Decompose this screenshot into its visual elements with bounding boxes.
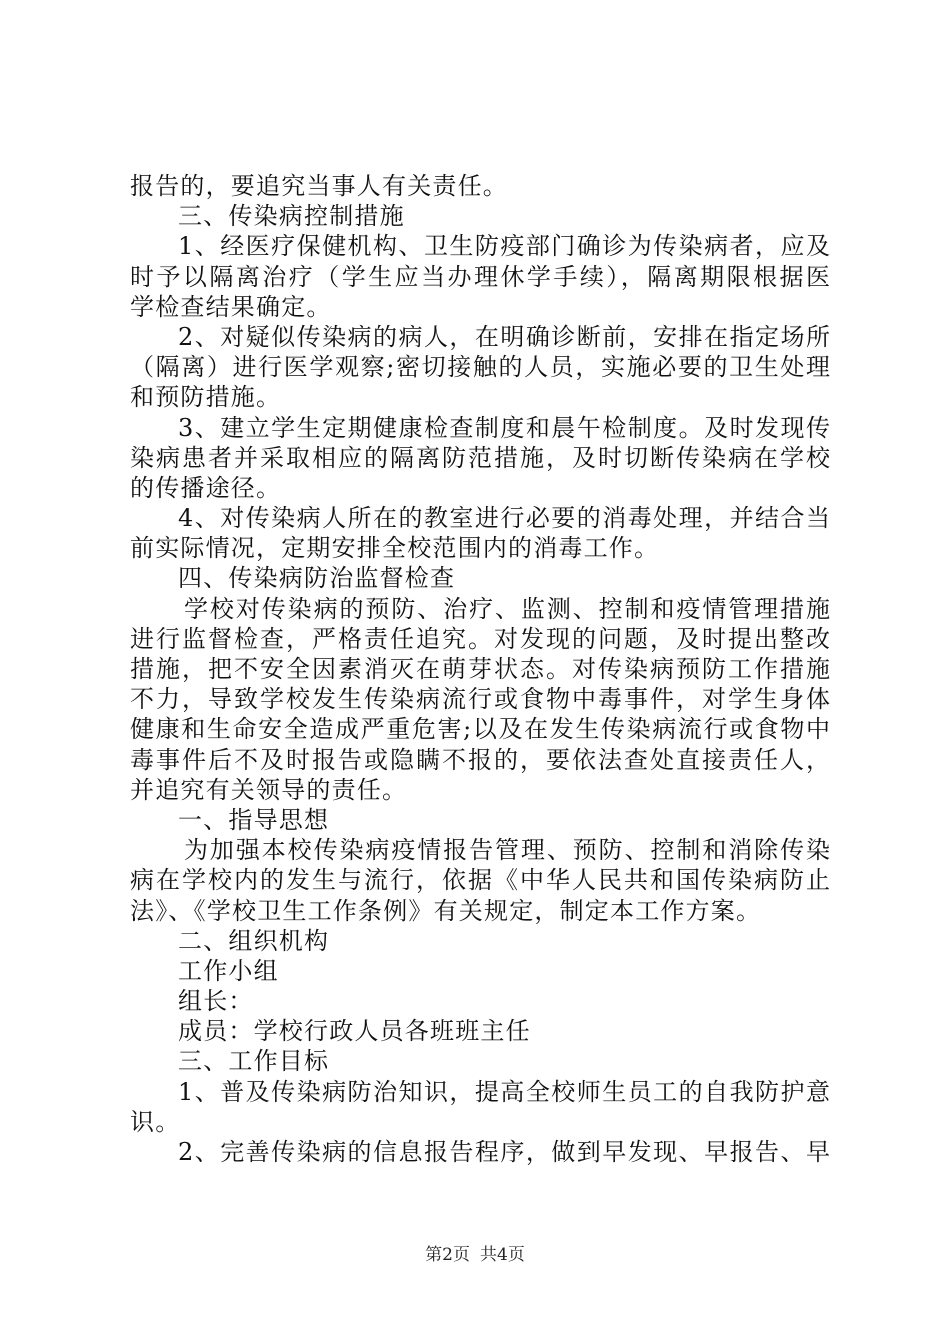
text-line: 病在学校内的发生与流行，依据《中华人民共和国传染病防止 xyxy=(130,866,830,895)
text-line: 识。 xyxy=(130,1107,181,1136)
page-number: 第2页 xyxy=(425,1245,470,1265)
text-line: 3、建立学生定期健康检查制度和晨午检制度。及时发现传 xyxy=(178,413,830,442)
text-line: 健康和生命安全造成严重危害;以及在发生传染病流行或食物中 xyxy=(130,715,830,744)
text-line: 组长： xyxy=(178,987,254,1016)
text-line: 2、完善传染病的信息报告程序，做到早发现、早报告、早 xyxy=(178,1138,830,1166)
text-line: 1、经医疗保健机构、卫生防疫部门确诊为传染病者，应及 xyxy=(178,232,830,261)
text-line: 为加强本校传染病疫情报告管理、预防、控制和消除传染 xyxy=(184,836,830,865)
text-line: 并追究有关领导的责任。 xyxy=(130,775,408,804)
text-line: 不力，导致学校发生传染病流行或食物中毒事件，对学生身体 xyxy=(130,685,830,714)
text-line: 时予以隔离治疗（学生应当办理休学手续），隔离期限根据医 xyxy=(130,262,830,291)
text-line: 报告的，要追究当事人有关责任。 xyxy=(130,172,508,200)
text-line: 成员：学校行政人员各班班主任 xyxy=(178,1017,531,1046)
page-footer xyxy=(0,1244,950,1266)
text-line: 1、普及传染病防治知识，提高全校师生员工的自我防护意 xyxy=(178,1077,830,1106)
section-heading: 三、工作目标 xyxy=(178,1047,330,1076)
section-heading: 二、组织机构 xyxy=(178,926,330,955)
text-line: 染病患者并采取相应的隔离防范措施，及时切断传染病在学校 xyxy=(130,443,830,472)
text-line: 工作小组 xyxy=(178,956,279,985)
text-line: 毒事件后不及时报告或隐瞒不报的，要依法查处直接责任人， xyxy=(130,745,830,774)
text-line: 措施，把不安全因素消灭在萌芽状态。对传染病预防工作措施 xyxy=(130,655,830,683)
section-heading: 四、传染病防治监督检查 xyxy=(178,564,456,593)
section-heading: 三、传染病控制措施 xyxy=(178,202,405,231)
text-line: 法》、《学校卫生工作条例》有关规定，制定本工作方案。 xyxy=(130,896,762,925)
text-line: （隔离）进行医学观察;密切接触的人员，实施必要的卫生处理 xyxy=(130,353,830,382)
section-heading: 一、指导思想 xyxy=(178,805,330,834)
text-line: 学检查结果确定。 xyxy=(130,292,332,321)
text-line: 学校对传染病的预防、治疗、监测、控制和疫情管理措施 xyxy=(184,594,830,623)
document-body xyxy=(130,171,830,1167)
text-line: 和预防措施。 xyxy=(130,383,282,412)
text-line: 前实际情况，定期安排全校范围内的消毒工作。 xyxy=(130,534,660,563)
page-total: 共4页 xyxy=(480,1245,525,1265)
text-line: 进行监督检查，严格责任追究。对发现的问题，及时提出整改 xyxy=(130,624,830,653)
text-line: 的传播途径。 xyxy=(130,473,282,502)
text-line: 2、对疑似传染病的病人，在明确诊断前，安排在指定场所 xyxy=(178,322,830,351)
text-line: 4、对传染病人所在的教室进行必要的消毒处理，并结合当 xyxy=(178,504,830,533)
